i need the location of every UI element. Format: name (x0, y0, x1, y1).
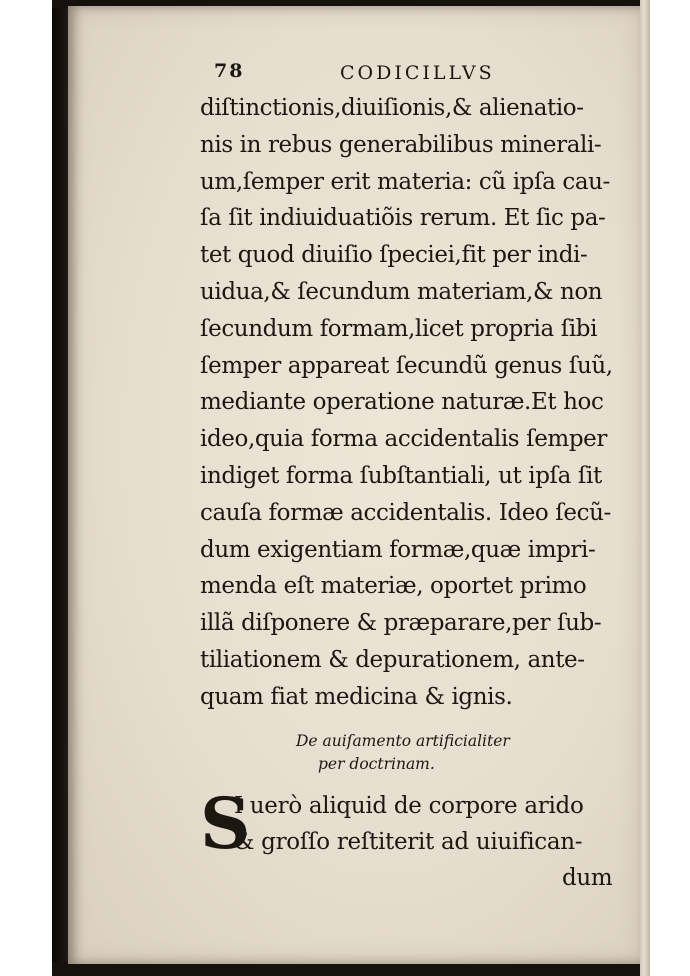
text-line: ſecundum formam,licet propria ſibi (200, 315, 598, 342)
text-line: mediante operatione naturæ.Et hoc (200, 389, 604, 416)
text-line: uidua,& ſecundum materiam,& non (200, 278, 603, 305)
text-line: nis in rebus generabilibus minerali- (200, 131, 602, 158)
scan-background-bottom (52, 962, 650, 976)
page-right-edge (640, 0, 650, 976)
text-line: illã diſponere & præparare,per ſub- (200, 610, 602, 637)
text-line: tet quod diuiſio ſpeciei,fit per indi- (200, 242, 588, 269)
page-header (200, 58, 630, 90)
section-heading-line: De auiſamento artificialiter (296, 731, 510, 750)
text-line: ſemper appareat ſecundũ genus ſuũ, (200, 352, 613, 379)
section-heading-line: per doctrinam. (318, 754, 435, 773)
text-line: ideo,quia forma accidentalis ſemper (200, 426, 607, 453)
text-line: cauſa formæ accidentalis. Ideo ſecũ- (200, 499, 611, 526)
page-text-block (200, 58, 630, 896)
text-line: ſa ſit indiuiduatiõis rerum. Et ſic pa- (200, 205, 606, 232)
text-line: quam fiat medicina & ignis. (200, 683, 513, 710)
drop-cap-initial: S (200, 781, 251, 865)
text-line: dum exigentiam formæ,quæ impri- (200, 536, 596, 563)
text-line: um,ſemper erit materia: cũ ipſa cau- (200, 168, 610, 195)
second-paragraph (200, 781, 630, 896)
section-heading (200, 730, 630, 776)
text-line: diſtinctionis,diuiſionis,& alienatio- (200, 95, 584, 121)
text-line: I uerò aliquid de corpore arido (234, 792, 584, 819)
text-line: tiliationem & depurationem, ante- (200, 646, 585, 673)
catchword-line: dum (562, 864, 613, 891)
running-head: CODICILLVS (340, 62, 495, 84)
text-line: & groſſo reſtiterit ad uiuifican- (234, 828, 583, 855)
text-line: indiget forma ſubſtantiali, ut ipſa ſit (200, 462, 602, 489)
page-number: 78 (214, 60, 245, 82)
text-line: menda eſt materiæ, oportet primo (200, 573, 587, 600)
body-paragraph (200, 90, 630, 716)
